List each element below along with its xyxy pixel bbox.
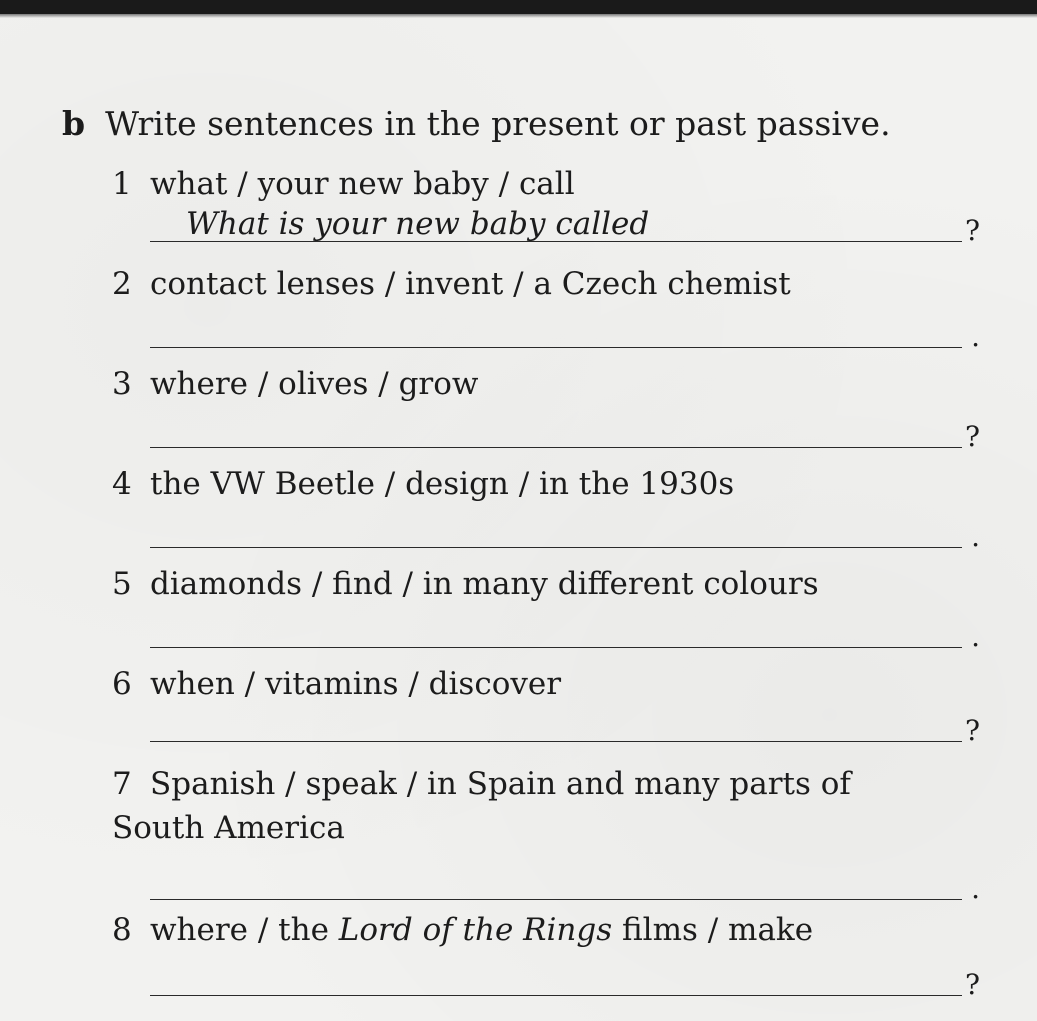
answer-field[interactable] [150,206,992,252]
answer-line [150,547,962,548]
item-prompt-book-title: Lord of the Rings [338,912,613,948]
exercise-item-6 [112,662,992,752]
item-prompt-text: where / olives / grow [150,366,479,402]
exercise-item-4 [112,462,992,558]
exercise-item-7 [112,762,992,910]
answer-field[interactable] [150,606,992,658]
exercise-item-5 [112,562,992,658]
end-punctuation: . [971,320,980,353]
item-prompt-text: Spanish / speak / in Spain and many parts of [150,766,851,802]
item-prompt [112,762,992,806]
exercise-instruction [62,104,891,144]
item-number: 1 [112,166,132,202]
end-punctuation: ? [964,420,980,453]
answer-line [150,447,962,448]
item-number: 5 [112,566,132,602]
instruction-text: Write sentences in the present or past passive. [105,104,891,143]
item-prompt [112,362,992,406]
exercise-item-1 [112,162,992,252]
answer-field[interactable] [150,406,992,458]
item-prompt [112,562,992,606]
item-prompt-text: when / vitamins / discover [150,666,562,702]
item-number: 2 [112,266,132,302]
end-punctuation: . [971,620,980,653]
answer-line [150,899,962,900]
end-punctuation: ? [964,968,980,1001]
item-prompt [112,462,992,506]
item-number: 8 [112,912,132,948]
item-prompt-text: the VW Beetle / design / in the 1930s [150,466,735,502]
answer-line [150,741,962,742]
end-punctuation: ? [964,214,980,247]
answer-field[interactable] [150,850,992,910]
item-prompt [112,908,992,952]
answer-field[interactable] [150,306,992,358]
answer-line [150,347,962,348]
answer-field[interactable] [150,952,992,1006]
exercise-item-8 [112,908,992,1006]
exercise-item-2 [112,262,992,358]
end-punctuation: . [971,872,980,905]
item-prompt [112,162,992,206]
exercise-item-3 [112,362,992,458]
answer-field[interactable] [150,506,992,558]
item-prompt [112,662,992,706]
item-prompt-text-end: films / make [612,912,814,948]
item-prompt-text-start: where / the [150,912,339,948]
exercise-letter: b [62,104,86,143]
top-edge-shadow [0,0,1037,14]
answer-line [150,647,962,648]
item-prompt [112,262,992,306]
answer-line [150,995,962,996]
answer-field[interactable] [150,706,992,752]
item-number: 3 [112,366,132,402]
item-prompt-text: contact lenses / invent / a Czech chemist [150,266,791,302]
item-number: 4 [112,466,132,502]
item-prompt-continuation: South America [112,810,345,846]
end-punctuation: . [971,520,980,553]
item-prompt-text: what / your new baby / call [150,166,575,202]
item-prompt-text: diamonds / find / in many different colours [150,566,819,602]
example-answer: What is your new baby called [186,206,650,242]
item-number: 7 [112,766,132,802]
item-number: 6 [112,666,132,702]
end-punctuation: ? [964,714,980,747]
